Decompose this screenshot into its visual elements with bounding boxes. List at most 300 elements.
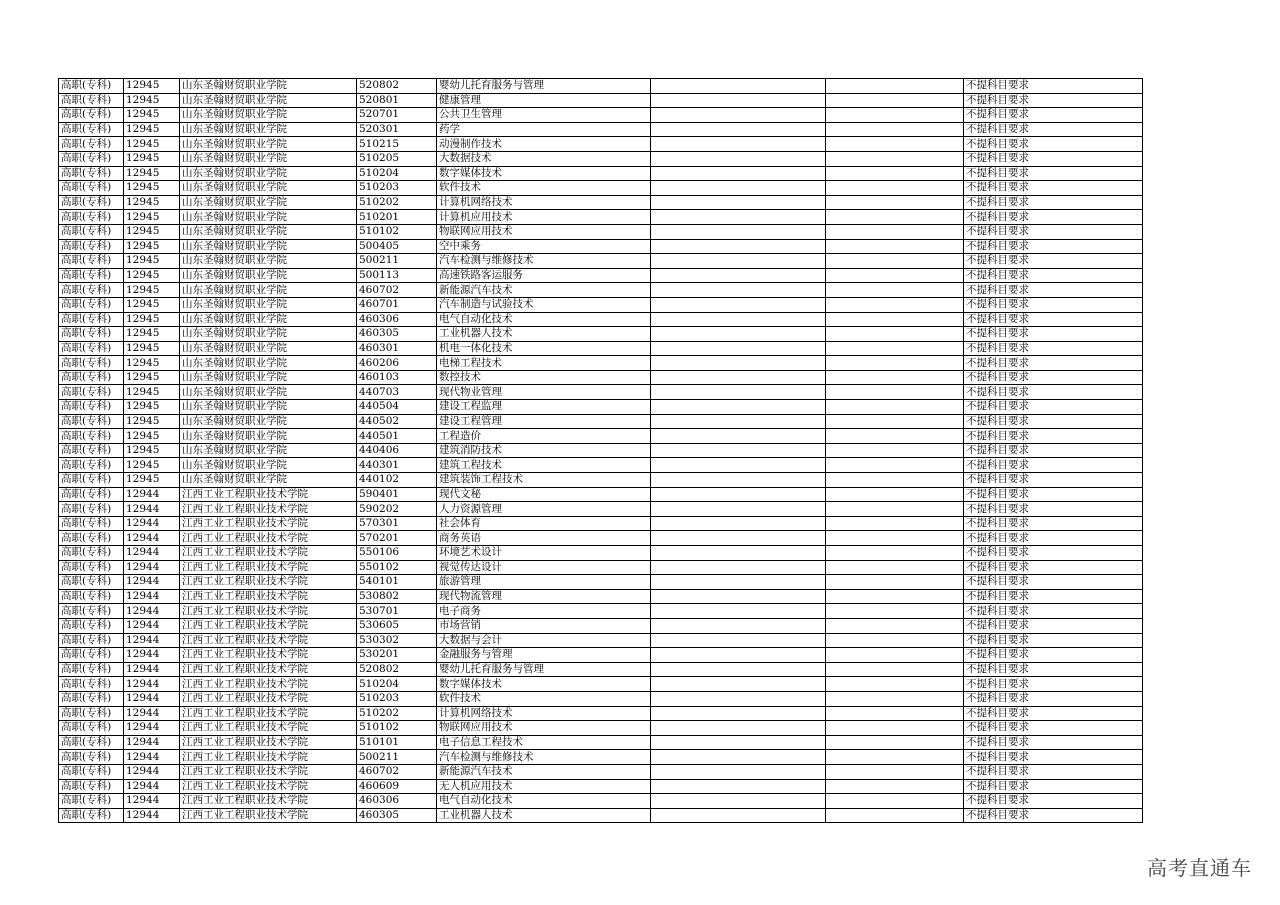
cell-school-name: 江西工业工程职业技术学院 — [180, 516, 357, 531]
cell-school-code: 12944 — [124, 502, 180, 517]
cell-school-code: 12944 — [124, 560, 180, 575]
cell-subject-requirement: 不提科目要求 — [964, 662, 1143, 677]
cell-blank-2 — [826, 808, 964, 823]
cell-level: 高职(专科) — [59, 706, 124, 721]
cell-major-name: 大数据技术 — [437, 151, 651, 166]
cell-blank-2 — [826, 662, 964, 677]
cell-subject-requirement: 不提科目要求 — [964, 400, 1143, 415]
cell-subject-requirement: 不提科目要求 — [964, 443, 1143, 458]
cell-blank-1 — [651, 93, 826, 108]
cell-blank-1 — [651, 385, 826, 400]
cell-major-code: 460305 — [357, 808, 437, 823]
cell-major-code: 460609 — [357, 779, 437, 794]
cell-level: 高职(专科) — [59, 721, 124, 736]
cell-blank-2 — [826, 137, 964, 152]
cell-major-name: 建设工程监理 — [437, 400, 651, 415]
table-row — [59, 633, 1143, 648]
cell-level: 高职(专科) — [59, 691, 124, 706]
cell-blank-2 — [826, 546, 964, 561]
cell-level: 高职(专科) — [59, 794, 124, 809]
cell-major-name: 工业机器人技术 — [437, 327, 651, 342]
cell-level: 高职(专科) — [59, 268, 124, 283]
cell-school-code: 12944 — [124, 779, 180, 794]
cell-major-code: 520802 — [357, 662, 437, 677]
cell-subject-requirement: 不提科目要求 — [964, 633, 1143, 648]
cell-blank-1 — [651, 502, 826, 517]
table-row — [59, 93, 1143, 108]
cell-school-name: 山东圣翰财贸职业学院 — [180, 458, 357, 473]
cell-level: 高职(专科) — [59, 633, 124, 648]
cell-level: 高职(专科) — [59, 735, 124, 750]
cell-school-name: 山东圣翰财贸职业学院 — [180, 254, 357, 269]
cell-school-code: 12945 — [124, 239, 180, 254]
table-row — [59, 370, 1143, 385]
cell-subject-requirement: 不提科目要求 — [964, 122, 1143, 137]
cell-blank-1 — [651, 546, 826, 561]
cell-major-name: 婴幼儿托育服务与管理 — [437, 79, 651, 94]
table-row — [59, 239, 1143, 254]
cell-school-code: 12944 — [124, 691, 180, 706]
cell-level: 高职(专科) — [59, 297, 124, 312]
cell-major-code: 550106 — [357, 546, 437, 561]
table-row — [59, 210, 1143, 225]
cell-school-code: 12944 — [124, 618, 180, 633]
cell-school-name: 山东圣翰财贸职业学院 — [180, 268, 357, 283]
cell-major-code: 510205 — [357, 151, 437, 166]
cell-school-name: 江西工业工程职业技术学院 — [180, 662, 357, 677]
cell-blank-2 — [826, 122, 964, 137]
cell-major-name: 电气自动化技术 — [437, 794, 651, 809]
cell-subject-requirement: 不提科目要求 — [964, 429, 1143, 444]
cell-major-code: 520801 — [357, 93, 437, 108]
cell-major-code: 530201 — [357, 648, 437, 663]
cell-blank-1 — [651, 370, 826, 385]
cell-school-code: 12945 — [124, 458, 180, 473]
cell-major-name: 大数据与会计 — [437, 633, 651, 648]
cell-school-code: 12944 — [124, 808, 180, 823]
cell-level: 高职(专科) — [59, 224, 124, 239]
cell-major-name: 动漫制作技术 — [437, 137, 651, 152]
cell-major-name: 电子商务 — [437, 604, 651, 619]
cell-blank-2 — [826, 750, 964, 765]
cell-blank-2 — [826, 458, 964, 473]
cell-school-code: 12945 — [124, 400, 180, 415]
cell-major-name: 无人机应用技术 — [437, 779, 651, 794]
cell-school-code: 12945 — [124, 93, 180, 108]
cell-school-code: 12945 — [124, 297, 180, 312]
cell-subject-requirement: 不提科目要求 — [964, 648, 1143, 663]
cell-blank-1 — [651, 808, 826, 823]
cell-blank-1 — [651, 312, 826, 327]
cell-school-name: 江西工业工程职业技术学院 — [180, 691, 357, 706]
cell-blank-1 — [651, 283, 826, 298]
cell-school-code: 12944 — [124, 604, 180, 619]
cell-school-name: 山东圣翰财贸职业学院 — [180, 137, 357, 152]
cell-major-code: 590202 — [357, 502, 437, 517]
table-row — [59, 589, 1143, 604]
table-row — [59, 122, 1143, 137]
cell-major-code: 440301 — [357, 458, 437, 473]
cell-major-code: 460301 — [357, 341, 437, 356]
cell-subject-requirement: 不提科目要求 — [964, 779, 1143, 794]
cell-blank-2 — [826, 502, 964, 517]
cell-school-name: 山东圣翰财贸职业学院 — [180, 370, 357, 385]
cell-school-code: 12944 — [124, 531, 180, 546]
cell-major-code: 500211 — [357, 750, 437, 765]
cell-school-code: 12945 — [124, 312, 180, 327]
cell-school-code: 12945 — [124, 370, 180, 385]
cell-level: 高职(专科) — [59, 137, 124, 152]
cell-major-code: 540101 — [357, 575, 437, 590]
cell-major-code: 510204 — [357, 166, 437, 181]
table-row — [59, 677, 1143, 692]
cell-school-name: 山东圣翰财贸职业学院 — [180, 312, 357, 327]
cell-subject-requirement: 不提科目要求 — [964, 356, 1143, 371]
table-row — [59, 750, 1143, 765]
cell-blank-2 — [826, 618, 964, 633]
table-body — [59, 79, 1143, 823]
cell-school-name: 山东圣翰财贸职业学院 — [180, 414, 357, 429]
table-row — [59, 429, 1143, 444]
cell-blank-1 — [651, 648, 826, 663]
cell-level: 高职(专科) — [59, 487, 124, 502]
cell-blank-1 — [651, 487, 826, 502]
cell-blank-1 — [651, 779, 826, 794]
cell-school-code: 12945 — [124, 268, 180, 283]
cell-blank-1 — [651, 297, 826, 312]
cell-blank-1 — [651, 764, 826, 779]
cell-school-name: 江西工业工程职业技术学院 — [180, 589, 357, 604]
cell-major-name: 社会体育 — [437, 516, 651, 531]
cell-major-code: 510203 — [357, 181, 437, 196]
cell-major-name: 数控技术 — [437, 370, 651, 385]
cell-school-name: 江西工业工程职业技术学院 — [180, 706, 357, 721]
cell-blank-2 — [826, 516, 964, 531]
cell-school-name: 山东圣翰财贸职业学院 — [180, 385, 357, 400]
cell-major-name: 工程造价 — [437, 429, 651, 444]
cell-major-code: 520301 — [357, 122, 437, 137]
cell-blank-2 — [826, 195, 964, 210]
cell-major-name: 电子信息工程技术 — [437, 735, 651, 750]
cell-major-name: 市场营销 — [437, 618, 651, 633]
cell-subject-requirement: 不提科目要求 — [964, 414, 1143, 429]
table-row — [59, 604, 1143, 619]
cell-subject-requirement: 不提科目要求 — [964, 808, 1143, 823]
cell-blank-2 — [826, 312, 964, 327]
cell-level: 高职(专科) — [59, 546, 124, 561]
cell-major-name: 现代物流管理 — [437, 589, 651, 604]
cell-school-code: 12945 — [124, 151, 180, 166]
cell-blank-2 — [826, 648, 964, 663]
cell-major-name: 人力资源管理 — [437, 502, 651, 517]
cell-school-name: 江西工业工程职业技术学院 — [180, 721, 357, 736]
table-row — [59, 283, 1143, 298]
cell-school-name: 山东圣翰财贸职业学院 — [180, 195, 357, 210]
cell-major-name: 物联网应用技术 — [437, 721, 651, 736]
cell-school-name: 江西工业工程职业技术学院 — [180, 633, 357, 648]
cell-school-code: 12945 — [124, 210, 180, 225]
cell-blank-1 — [651, 254, 826, 269]
cell-school-code: 12944 — [124, 764, 180, 779]
cell-level: 高职(专科) — [59, 604, 124, 619]
cell-blank-1 — [651, 181, 826, 196]
cell-level: 高职(专科) — [59, 589, 124, 604]
cell-major-name: 电气自动化技术 — [437, 312, 651, 327]
cell-level: 高职(专科) — [59, 341, 124, 356]
cell-subject-requirement: 不提科目要求 — [964, 458, 1143, 473]
cell-major-name: 药学 — [437, 122, 651, 137]
cell-major-code: 510202 — [357, 195, 437, 210]
table-row — [59, 385, 1143, 400]
cell-school-code: 12945 — [124, 254, 180, 269]
cell-school-name: 山东圣翰财贸职业学院 — [180, 473, 357, 488]
cell-blank-2 — [826, 735, 964, 750]
table-row — [59, 779, 1143, 794]
cell-blank-1 — [651, 268, 826, 283]
cell-blank-2 — [826, 385, 964, 400]
table-row — [59, 414, 1143, 429]
table-row — [59, 79, 1143, 94]
cell-major-code: 550102 — [357, 560, 437, 575]
cell-major-code: 460702 — [357, 764, 437, 779]
cell-major-name: 婴幼儿托育服务与管理 — [437, 662, 651, 677]
cell-major-code: 510202 — [357, 706, 437, 721]
cell-major-code: 510215 — [357, 137, 437, 152]
cell-major-code: 510102 — [357, 224, 437, 239]
table-row — [59, 618, 1143, 633]
cell-subject-requirement: 不提科目要求 — [964, 166, 1143, 181]
cell-level: 高职(专科) — [59, 473, 124, 488]
cell-level: 高职(专科) — [59, 283, 124, 298]
cell-level: 高职(专科) — [59, 575, 124, 590]
cell-blank-2 — [826, 370, 964, 385]
table-row — [59, 458, 1143, 473]
cell-school-code: 12944 — [124, 546, 180, 561]
table-row — [59, 691, 1143, 706]
cell-major-name: 工业机器人技术 — [437, 808, 651, 823]
cell-school-code: 12945 — [124, 473, 180, 488]
cell-major-name: 建筑消防技术 — [437, 443, 651, 458]
cell-blank-2 — [826, 283, 964, 298]
cell-major-name: 汽车检测与维修技术 — [437, 254, 651, 269]
cell-major-code: 530302 — [357, 633, 437, 648]
cell-blank-1 — [651, 327, 826, 342]
cell-subject-requirement: 不提科目要求 — [964, 735, 1143, 750]
cell-blank-2 — [826, 356, 964, 371]
cell-major-code: 520701 — [357, 108, 437, 123]
cell-blank-2 — [826, 443, 964, 458]
cell-level: 高职(专科) — [59, 677, 124, 692]
cell-major-name: 电梯工程技术 — [437, 356, 651, 371]
cell-major-code: 500211 — [357, 254, 437, 269]
cell-subject-requirement: 不提科目要求 — [964, 589, 1143, 604]
cell-blank-1 — [651, 458, 826, 473]
cell-school-name: 江西工业工程职业技术学院 — [180, 648, 357, 663]
cell-major-code: 510101 — [357, 735, 437, 750]
cell-school-name: 山东圣翰财贸职业学院 — [180, 239, 357, 254]
cell-major-name: 汽车检测与维修技术 — [437, 750, 651, 765]
table-row — [59, 546, 1143, 561]
cell-school-name: 山东圣翰财贸职业学院 — [180, 210, 357, 225]
cell-level: 高职(专科) — [59, 618, 124, 633]
cell-level: 高职(专科) — [59, 648, 124, 663]
cell-level: 高职(专科) — [59, 429, 124, 444]
cell-blank-1 — [651, 166, 826, 181]
table-row — [59, 443, 1143, 458]
cell-major-code: 570201 — [357, 531, 437, 546]
cell-school-name: 山东圣翰财贸职业学院 — [180, 327, 357, 342]
cell-school-code: 12944 — [124, 721, 180, 736]
table-row — [59, 108, 1143, 123]
cell-subject-requirement: 不提科目要求 — [964, 531, 1143, 546]
cell-school-code: 12945 — [124, 224, 180, 239]
cell-blank-1 — [651, 662, 826, 677]
cell-subject-requirement: 不提科目要求 — [964, 108, 1143, 123]
table-row — [59, 560, 1143, 575]
cell-subject-requirement: 不提科目要求 — [964, 93, 1143, 108]
table-row — [59, 341, 1143, 356]
cell-major-code: 440501 — [357, 429, 437, 444]
cell-level: 高职(专科) — [59, 79, 124, 94]
cell-blank-2 — [826, 575, 964, 590]
cell-school-name: 江西工业工程职业技术学院 — [180, 618, 357, 633]
cell-blank-1 — [651, 575, 826, 590]
cell-subject-requirement: 不提科目要求 — [964, 575, 1143, 590]
cell-subject-requirement: 不提科目要求 — [964, 239, 1143, 254]
cell-level: 高职(专科) — [59, 151, 124, 166]
cell-school-code: 12944 — [124, 487, 180, 502]
cell-school-code: 12944 — [124, 516, 180, 531]
cell-blank-1 — [651, 210, 826, 225]
cell-major-code: 440504 — [357, 400, 437, 415]
cell-school-name: 山东圣翰财贸职业学院 — [180, 400, 357, 415]
cell-blank-1 — [651, 706, 826, 721]
cell-school-name: 江西工业工程职业技术学院 — [180, 487, 357, 502]
cell-subject-requirement: 不提科目要求 — [964, 224, 1143, 239]
cell-major-code: 460305 — [357, 327, 437, 342]
cell-subject-requirement: 不提科目要求 — [964, 327, 1143, 342]
cell-school-code: 12944 — [124, 633, 180, 648]
cell-blank-1 — [651, 794, 826, 809]
cell-blank-2 — [826, 604, 964, 619]
cell-blank-2 — [826, 706, 964, 721]
table-row — [59, 721, 1143, 736]
cell-blank-1 — [651, 79, 826, 94]
cell-major-name: 金融服务与管理 — [437, 648, 651, 663]
cell-level: 高职(专科) — [59, 210, 124, 225]
cell-school-code: 12945 — [124, 181, 180, 196]
table-row — [59, 764, 1143, 779]
cell-blank-2 — [826, 677, 964, 692]
cell-blank-1 — [651, 473, 826, 488]
cell-subject-requirement: 不提科目要求 — [964, 516, 1143, 531]
cell-subject-requirement: 不提科目要求 — [964, 137, 1143, 152]
cell-level: 高职(专科) — [59, 108, 124, 123]
table-row — [59, 181, 1143, 196]
cell-level: 高职(专科) — [59, 516, 124, 531]
cell-school-code: 12945 — [124, 79, 180, 94]
cell-major-code: 460306 — [357, 312, 437, 327]
cell-subject-requirement: 不提科目要求 — [964, 618, 1143, 633]
cell-school-code: 12945 — [124, 429, 180, 444]
cell-school-code: 12944 — [124, 589, 180, 604]
cell-school-code: 12945 — [124, 137, 180, 152]
cell-school-name: 江西工业工程职业技术学院 — [180, 779, 357, 794]
cell-blank-1 — [651, 443, 826, 458]
table-row — [59, 166, 1143, 181]
cell-school-code: 12944 — [124, 677, 180, 692]
cell-major-name: 商务英语 — [437, 531, 651, 546]
cell-blank-2 — [826, 327, 964, 342]
cell-school-code: 12945 — [124, 385, 180, 400]
cell-subject-requirement: 不提科目要求 — [964, 195, 1143, 210]
cell-major-name: 公共卫生管理 — [437, 108, 651, 123]
cell-school-name: 山东圣翰财贸职业学院 — [180, 93, 357, 108]
cell-blank-1 — [651, 137, 826, 152]
cell-subject-requirement: 不提科目要求 — [964, 385, 1143, 400]
cell-major-name: 环境艺术设计 — [437, 546, 651, 561]
cell-subject-requirement: 不提科目要求 — [964, 473, 1143, 488]
cell-blank-2 — [826, 79, 964, 94]
cell-major-code: 530701 — [357, 604, 437, 619]
cell-major-code: 510102 — [357, 721, 437, 736]
cell-subject-requirement: 不提科目要求 — [964, 750, 1143, 765]
cell-major-name: 现代文秘 — [437, 487, 651, 502]
cell-school-code: 12944 — [124, 735, 180, 750]
cell-major-name: 机电一体化技术 — [437, 341, 651, 356]
cell-major-code: 500405 — [357, 239, 437, 254]
cell-subject-requirement: 不提科目要求 — [964, 181, 1143, 196]
cell-school-name: 山东圣翰财贸职业学院 — [180, 356, 357, 371]
cell-blank-2 — [826, 341, 964, 356]
cell-major-code: 530605 — [357, 618, 437, 633]
cell-school-code: 12944 — [124, 750, 180, 765]
cell-blank-1 — [651, 341, 826, 356]
cell-level: 高职(专科) — [59, 181, 124, 196]
cell-blank-2 — [826, 210, 964, 225]
cell-blank-1 — [651, 356, 826, 371]
cell-subject-requirement: 不提科目要求 — [964, 604, 1143, 619]
cell-major-code: 460206 — [357, 356, 437, 371]
cell-subject-requirement: 不提科目要求 — [964, 691, 1143, 706]
cell-major-code: 440703 — [357, 385, 437, 400]
cell-school-name: 山东圣翰财贸职业学院 — [180, 429, 357, 444]
cell-major-name: 计算机应用技术 — [437, 210, 651, 225]
cell-major-name: 视觉传达设计 — [437, 560, 651, 575]
cell-blank-2 — [826, 224, 964, 239]
cell-major-name: 物联网应用技术 — [437, 224, 651, 239]
cell-blank-2 — [826, 297, 964, 312]
cell-blank-1 — [651, 633, 826, 648]
cell-school-code: 12945 — [124, 341, 180, 356]
cell-major-code: 510203 — [357, 691, 437, 706]
cell-level: 高职(专科) — [59, 531, 124, 546]
cell-blank-1 — [651, 560, 826, 575]
cell-blank-1 — [651, 750, 826, 765]
cell-blank-2 — [826, 633, 964, 648]
table-row — [59, 794, 1143, 809]
cell-school-name: 山东圣翰财贸职业学院 — [180, 166, 357, 181]
table-row — [59, 137, 1143, 152]
cell-blank-1 — [651, 429, 826, 444]
cell-level: 高职(专科) — [59, 370, 124, 385]
watermark-logo: 高考直通车 — [1147, 856, 1252, 880]
cell-school-name: 山东圣翰财贸职业学院 — [180, 443, 357, 458]
cell-blank-1 — [651, 691, 826, 706]
cell-blank-1 — [651, 721, 826, 736]
table-row — [59, 297, 1143, 312]
cell-blank-2 — [826, 487, 964, 502]
